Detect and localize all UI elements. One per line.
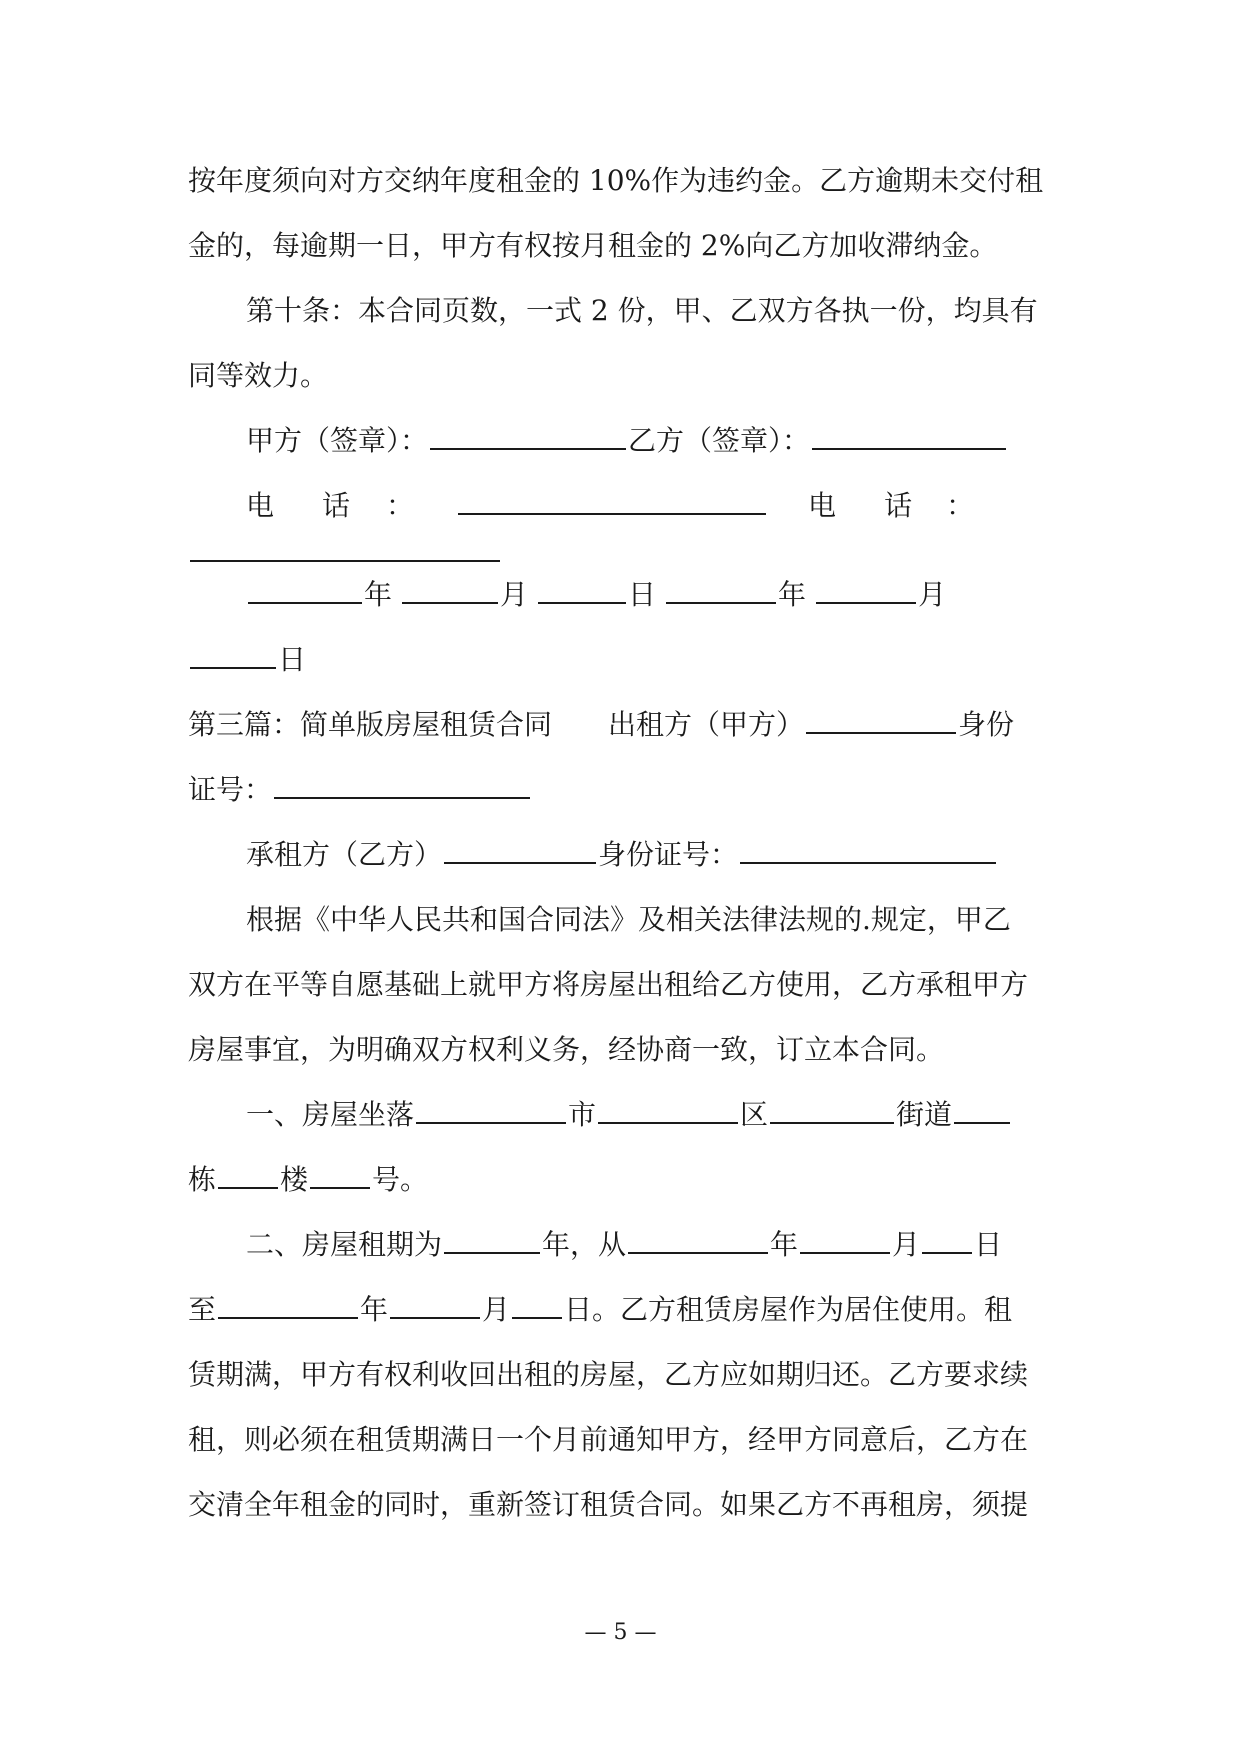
location-label: 一、房屋坐落	[246, 1098, 415, 1131]
lessee-id-blank	[740, 840, 996, 864]
month-blank	[402, 580, 498, 604]
day-blank	[538, 580, 626, 604]
lease-term-line	[188, 1212, 1048, 1277]
date-line	[188, 562, 1048, 627]
text-line: 赁期满，甲方有权利收回出租的房屋，乙方应如期归还。乙方要求续	[188, 1358, 1029, 1391]
text-line: 按年度须向对方交纳年度租金的 10%作为违约金。乙方逾期未交付租	[188, 164, 1044, 197]
start-month-blank	[800, 1230, 890, 1254]
building-label: 栋	[188, 1163, 217, 1196]
date-line-cont	[188, 627, 1048, 692]
lessor-blank	[806, 710, 956, 734]
building-blank	[954, 1100, 1010, 1124]
month-blank	[816, 580, 916, 604]
day-blank	[190, 645, 276, 669]
number-blank	[310, 1165, 370, 1189]
day-label: 日	[628, 578, 657, 611]
phone-label-colon: ：	[946, 489, 975, 522]
section-three-heading	[188, 692, 1048, 757]
district-blank	[598, 1100, 738, 1124]
text-line: 根据《中华人民共和国合同法》及相关法律法规的.规定，甲乙	[246, 903, 1011, 936]
year-label: 年	[778, 578, 807, 611]
phone-blank-line	[188, 538, 1048, 562]
city-blank	[416, 1100, 566, 1124]
party-b-phone-blank	[190, 538, 500, 562]
text-line: 金的，每逾期一日，甲方有权按月租金的 2%向乙方加收滞纳金。	[188, 229, 998, 262]
lessee-blank	[444, 840, 596, 864]
id-number-line	[188, 757, 1048, 822]
party-b-signature-label: 乙方（签章）：	[628, 424, 811, 457]
party-a-signature-blank	[430, 426, 626, 450]
property-location-line	[188, 1082, 1048, 1147]
document-body	[188, 148, 1048, 1537]
number-label: 号。	[372, 1163, 429, 1196]
city-label: 市	[568, 1098, 597, 1131]
id-label: 证号：	[188, 773, 273, 806]
year-label: 年	[364, 578, 393, 611]
year-blank	[666, 580, 776, 604]
phone-label-char: 话	[322, 489, 351, 522]
day-label: 日	[974, 1228, 1003, 1261]
text-line: 租，则必须在租赁期满日一个月前通知甲方，经甲方同意后，乙方在	[188, 1423, 1029, 1456]
end-day-blank	[512, 1295, 562, 1319]
page-number: — 5 —	[584, 1620, 657, 1645]
month-label: 月	[918, 578, 947, 611]
month-label: 月	[500, 578, 529, 611]
street-label: 街道	[896, 1098, 953, 1131]
end-month-blank	[390, 1295, 480, 1319]
lessee-line	[188, 822, 1048, 887]
year-blank	[248, 580, 362, 604]
party-a-phone-blank	[458, 491, 766, 515]
text-line: 双方在平等自愿基础上就甲方将房屋出租给乙方使用，乙方承租甲方	[188, 968, 1029, 1001]
from-label: 年，从	[542, 1228, 627, 1261]
lease-term-end-line	[188, 1277, 1048, 1342]
phone-label-colon: ：	[386, 489, 415, 522]
month-label: 月	[482, 1293, 511, 1326]
year-label: 年	[360, 1293, 389, 1326]
section-title: 第三篇：简单版房屋租赁合同	[188, 708, 553, 741]
street-blank	[770, 1100, 894, 1124]
lessor-label: 出租方（甲方）	[608, 708, 805, 741]
party-b-signature-blank	[812, 426, 1006, 450]
lessee-label: 承租方（乙方）	[246, 838, 443, 871]
start-year-blank	[628, 1230, 768, 1254]
property-location-cont	[188, 1147, 1048, 1212]
party-a-signature-label: 甲方（签章）：	[246, 424, 429, 457]
month-label: 月	[892, 1228, 921, 1261]
start-day-blank	[922, 1230, 972, 1254]
district-label: 区	[740, 1098, 769, 1131]
text-line: 房屋事宜，为明确双方权利义务，经协商一致，订立本合同。	[188, 1033, 945, 1066]
end-year-blank	[218, 1295, 358, 1319]
lessor-id-blank	[274, 775, 530, 799]
lessee-id-label: 身份证号：	[598, 838, 739, 871]
id-label: 身份	[958, 708, 1015, 741]
phone-label-char: 话	[884, 489, 913, 522]
floor-blank	[218, 1165, 278, 1189]
floor-label: 楼	[280, 1163, 309, 1196]
year-label: 年	[770, 1228, 799, 1261]
phone-label-char: 电	[246, 489, 275, 522]
term-years-blank	[444, 1230, 540, 1254]
text-segment: 日。乙方租赁房屋作为居住使用。租	[564, 1293, 1013, 1326]
lease-term-label: 二、房屋租期为	[246, 1228, 443, 1261]
signature-line	[188, 408, 1048, 473]
text-line: 交清全年租金的同时，重新签订租赁合同。如果乙方不再租房，须提	[188, 1488, 1029, 1521]
clause-ten: 第十条：本合同页数，一式 2 份，甲、乙双方各执一份，均具有	[246, 294, 1038, 327]
phone-line	[188, 473, 1048, 538]
day-label: 日	[278, 643, 307, 676]
text-line: 同等效力。	[188, 359, 329, 392]
phone-label-char: 电	[808, 489, 837, 522]
to-label: 至	[188, 1293, 217, 1326]
